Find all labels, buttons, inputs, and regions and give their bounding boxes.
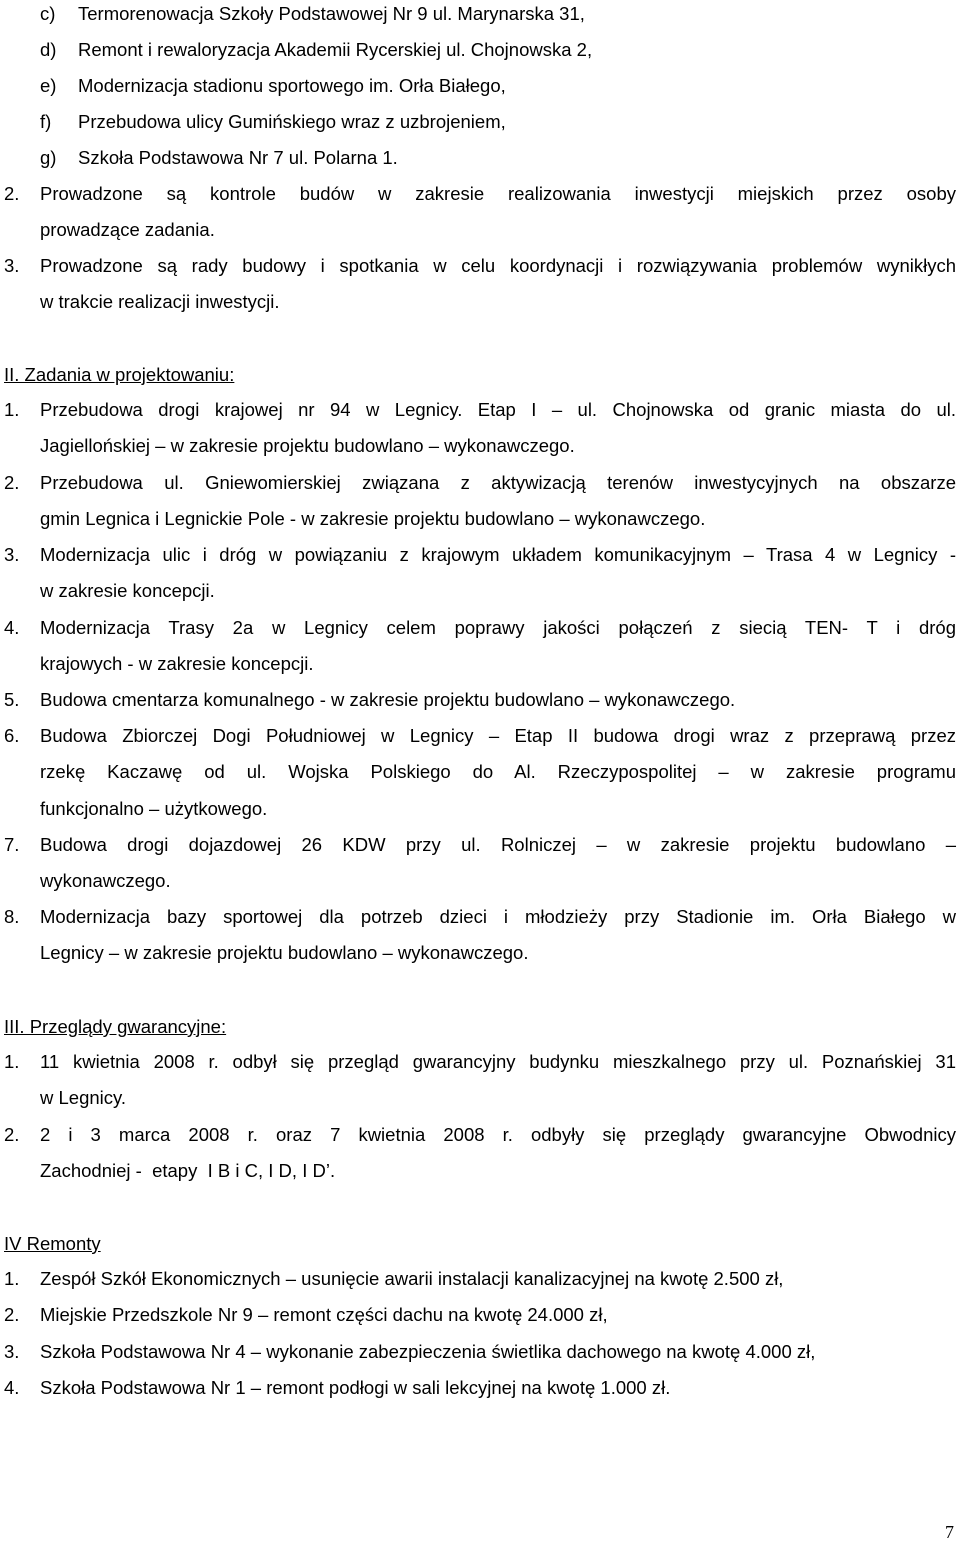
item-number: 2. — [4, 1304, 20, 1325]
list-item — [4, 398, 956, 422]
item-text: Budowa Zbiorczej Dogi Południowej w Legnicy – Etap II budowa drogi wraz z przeprawą przez — [40, 725, 956, 746]
item-text: Miejskie Przedszkole Nr 9 – remont części dachu na kwotę 24.000 zł, — [40, 1304, 608, 1325]
item-number: 1. — [4, 1051, 20, 1072]
sub-item-label: d) — [40, 39, 57, 60]
sub-item-text: Termorenowacja Szkoły Podstawowej Nr 9 ul. Marynarska 31, — [78, 3, 585, 24]
item-text-continuation: prowadzące zadania. — [40, 219, 215, 240]
list-item — [4, 254, 956, 278]
item-text: Modernizacja Trasy 2a w Legnicy celem poprawy jakości połączeń z siecią TEN- T i dróg — [40, 617, 956, 638]
item-number: 8. — [4, 906, 20, 927]
item-text: Szkoła Podstawowa Nr 4 – wykonanie zabezpieczenia świetlika dachowego na kwotę 4.000 zł, — [40, 1341, 816, 1362]
item-number: 2. — [4, 472, 20, 493]
sub-item-f — [4, 110, 956, 134]
sub-item-g — [4, 146, 956, 170]
item-text-continuation: w trakcie realizacji inwestycji. — [40, 291, 280, 312]
list-item — [4, 688, 956, 712]
item-text-continuation: wykonawczego. — [40, 870, 171, 891]
list-item — [4, 543, 956, 567]
item-text-continuation: w zakresie koncepcji. — [40, 580, 215, 601]
page-number: 7 — [945, 1522, 954, 1542]
item-text: Budowa drogi dojazdowej 26 KDW przy ul. Rolniczej – w zakresie projektu budowlano – — [40, 834, 956, 855]
sub-item-text: Modernizacja stadionu sportowego im. Orła Białego, — [78, 75, 506, 96]
item-number: 6. — [4, 725, 20, 746]
sub-item-e — [4, 74, 956, 98]
list-item — [4, 724, 956, 748]
section-heading-warranty: III. Przeglądy gwarancyjne: — [4, 1016, 227, 1037]
sub-item-text: Remont i rewaloryzacja Akademii Rycerskiej ul. Chojnowska 2, — [78, 39, 593, 60]
sub-item-c — [4, 2, 956, 26]
list-item — [4, 833, 956, 857]
sub-item-text: Szkoła Podstawowa Nr 7 ul. Polarna 1. — [78, 147, 398, 168]
sub-item-d — [4, 38, 956, 62]
list-item — [4, 1376, 956, 1400]
item-text: 2 i 3 marca 2008 r. oraz 7 kwietnia 2008 r. odbyły się przeglądy gwarancyjne Obwodnicy — [40, 1124, 956, 1145]
item-text-continuation: Zachodniej - etapy I B i C, I D, I D’. — [40, 1160, 336, 1181]
item-number: 7. — [4, 834, 20, 855]
item-text-continuation: funkcjonalno – użytkowego. — [40, 798, 268, 819]
sub-item-label: g) — [40, 147, 57, 168]
list-item — [4, 1340, 956, 1364]
item-text: Modernizacja ulic i dróg w powiązaniu z krajowym układem komunikacyjnym – Trasa 4 w Legnicy - — [40, 544, 956, 565]
item-text: Prowadzone są rady budowy i spotkania w celu koordynacji i rozwiązywania problemów wynikłych — [40, 255, 956, 276]
item-number: 2. — [4, 1124, 20, 1145]
sub-item-label: c) — [40, 3, 56, 24]
list-item — [4, 1267, 956, 1291]
section-heading-projects: II. Zadania w projektowaniu: — [4, 364, 235, 385]
list-item — [4, 1303, 956, 1327]
item-text: Przebudowa ul. Gniewomierskiej związana z aktywizacją terenów inwestycyjnych na obszarze — [40, 472, 956, 493]
list-item — [4, 1123, 956, 1147]
item-number: 3. — [4, 544, 20, 565]
item-text-continuation: rzekę Kaczawę od ul. Wojska Polskiego do Al. Rzeczypospolitej – w zakresie programu — [40, 761, 956, 782]
item-number: 3. — [4, 255, 20, 276]
item-number: 4. — [4, 617, 20, 638]
item-text-continuation: krajowych - w zakresie koncepcji. — [40, 653, 314, 674]
sub-item-label: f) — [40, 111, 52, 132]
item-number: 1. — [4, 399, 20, 420]
sub-item-label: e) — [40, 75, 57, 96]
list-item — [4, 616, 956, 640]
item-text: Budowa cmentarza komunalnego - w zakresie projektu budowlano – wykonawczego. — [40, 689, 736, 710]
list-item — [4, 905, 956, 929]
item-text: Zespół Szkół Ekonomicznych – usunięcie awarii instalacji kanalizacyjnej na kwotę 2.500 zł, — [40, 1268, 784, 1289]
item-text-continuation: Jagiellońskiej – w zakresie projektu budowlano – wykonawczego. — [40, 435, 575, 456]
item-text: Prowadzone są kontrole budów w zakresie realizowania inwestycji miejskich przez osoby — [40, 183, 956, 204]
item-text-continuation: w Legnicy. — [40, 1087, 127, 1108]
item-text-continuation: Legnicy – w zakresie projektu budowlano – wykonawczego. — [40, 942, 529, 963]
item-text: 11 kwietnia 2008 r. odbył się przegląd gwarancyjny budynku mieszkalnego przy ul. Poznańskiej 31 — [40, 1051, 956, 1072]
item-number: 3. — [4, 1341, 20, 1362]
item-number: 1. — [4, 1268, 20, 1289]
list-item — [4, 1050, 956, 1074]
item-text: Przebudowa drogi krajowej nr 94 w Legnicy. Etap I – ul. Chojnowska od granic miasta do ul. — [40, 399, 956, 420]
item-text: Szkoła Podstawowa Nr 1 – remont podłogi w sali lekcyjnej na kwotę 1.000 zł. — [40, 1377, 671, 1398]
item-text: Modernizacja bazy sportowej dla potrzeb dzieci i młodzieży przy Stadionie im. Orła Białego w — [40, 906, 956, 927]
list-item — [4, 182, 956, 206]
item-text-continuation: gmin Legnica i Legnickie Pole - w zakresie projektu budowlano – wykonawczego. — [40, 508, 706, 529]
list-item — [4, 471, 956, 495]
section-heading-repairs: IV Remonty — [4, 1233, 101, 1254]
item-number: 2. — [4, 183, 20, 204]
item-number: 5. — [4, 689, 20, 710]
sub-item-text: Przebudowa ulicy Gumińskiego wraz z uzbrojeniem, — [78, 111, 506, 132]
item-number: 4. — [4, 1377, 20, 1398]
